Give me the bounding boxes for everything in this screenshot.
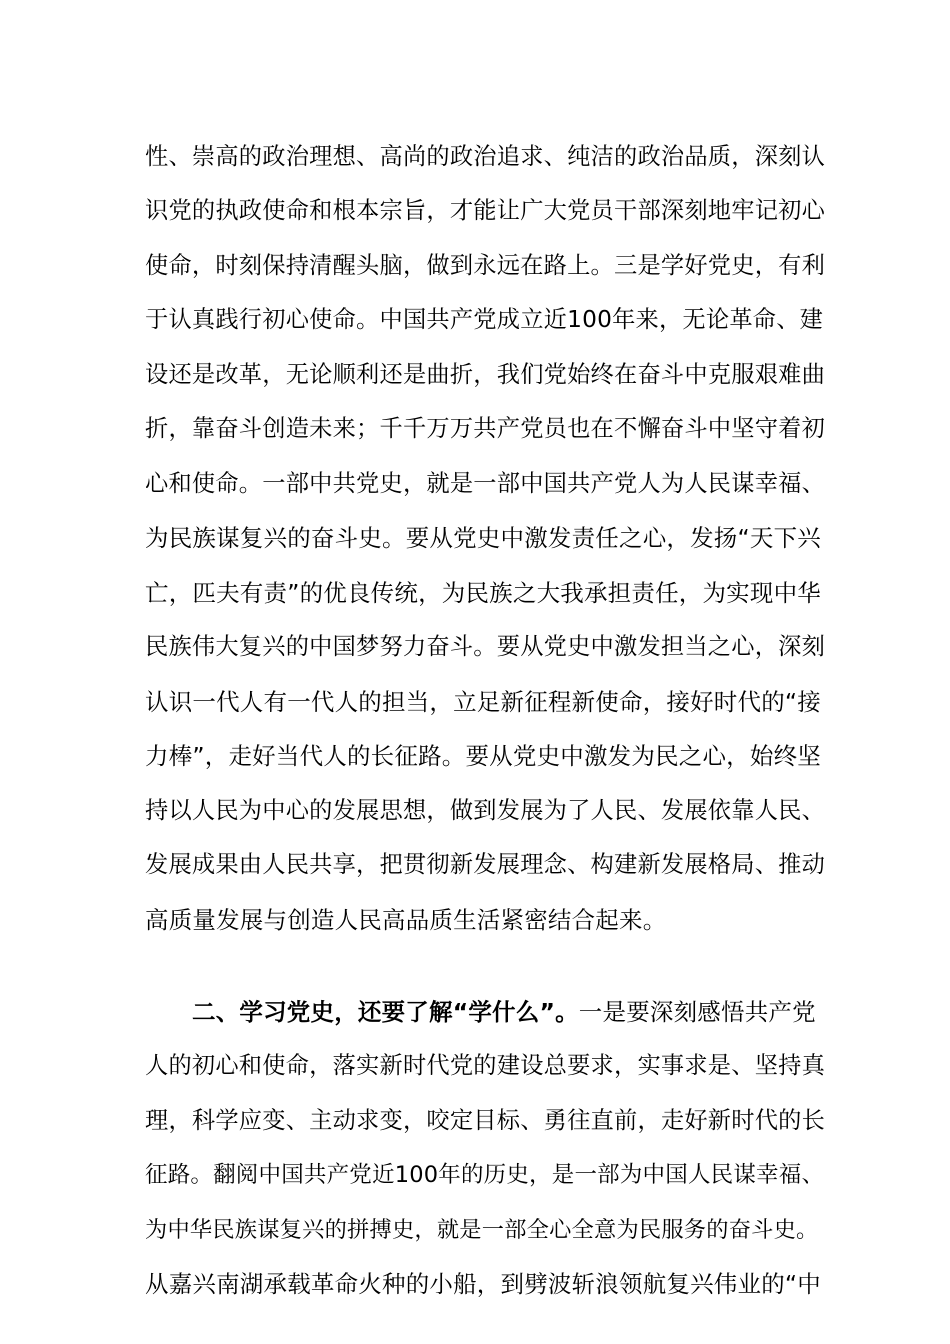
heading-continuation: 一是要深刻感悟共产党	[578, 998, 816, 1026]
text-line: 亡，匹夫有责”的优良传统，为民族之大我承担责任，为实现中华	[145, 579, 821, 607]
text-line: 发展成果由人民共享，把贯彻新发展理念、构建新发展格局、推动	[145, 851, 826, 878]
text-line: 持以人民为中心的发展思想，做到发展为了人民、发展依靠人民、	[145, 797, 826, 824]
section-heading: 二、学习党史，还要了解“学什么”。	[192, 998, 579, 1026]
text-line: 从嘉兴南湖承载革命火种的小船，到劈波斩浪领航复兴伟业的“中	[145, 1270, 821, 1298]
text-line: 为中华民族谋复兴的拼搏史，就是一部全心全意为民服务的奋斗史。	[145, 1217, 819, 1243]
text-line: 识党的执政使命和根本宗旨，才能让广大党员干部深刻地牢记初心	[145, 197, 826, 224]
text-line: 为民族谋复兴的奋斗史。要从党史中激发责任之心，发扬“天下兴	[145, 524, 821, 552]
text-line: 设还是改革，无论顺利还是曲折，我们党始终在奋斗中克服艰难曲	[145, 361, 826, 388]
text-line	[192, 992, 825, 1032]
text-line: 心和使命。一部中共党史，就是一部中国共产党人为人民谋幸福、	[145, 470, 826, 497]
text-line: 于认真践行初心使命。中国共产党成立近100年来，无论革命、建	[145, 306, 824, 333]
text-line: 认识一代人有一代人的担当，立足新征程新使命，接好时代的“接	[145, 688, 821, 716]
text-line: 性、崇高的政治理想、高尚的政治追求、纯洁的政治品质，深刻认	[145, 143, 826, 170]
text-line: 民族伟大复兴的中国梦努力奋斗。要从党史中激发担当之心，深刻	[145, 633, 826, 660]
text-line: 使命，时刻保持清醒头脑，做到永远在路上。三是学好党史，有利	[145, 252, 826, 279]
text-line: 征路。翻阅中国共产党近100年的历史，是一部为中国人民谋幸福、	[145, 1162, 825, 1188]
text-line: 人的初心和使命，落实新时代党的建设总要求，实事求是、坚持真	[145, 1052, 826, 1079]
text-line: 理，科学应变、主动求变，咬定目标、勇往直前，走好新时代的长	[145, 1107, 826, 1134]
text-line: 高质量发展与创造人民高品质生活紧密结合起来。	[145, 906, 667, 934]
text-line: 力棒”，走好当代人的长征路。要从党史中激发为民之心，始终坚	[145, 742, 821, 770]
text-line: 折，靠奋斗创造未来；千千万万共产党员也在不懈奋斗中坚守着初	[145, 415, 826, 442]
